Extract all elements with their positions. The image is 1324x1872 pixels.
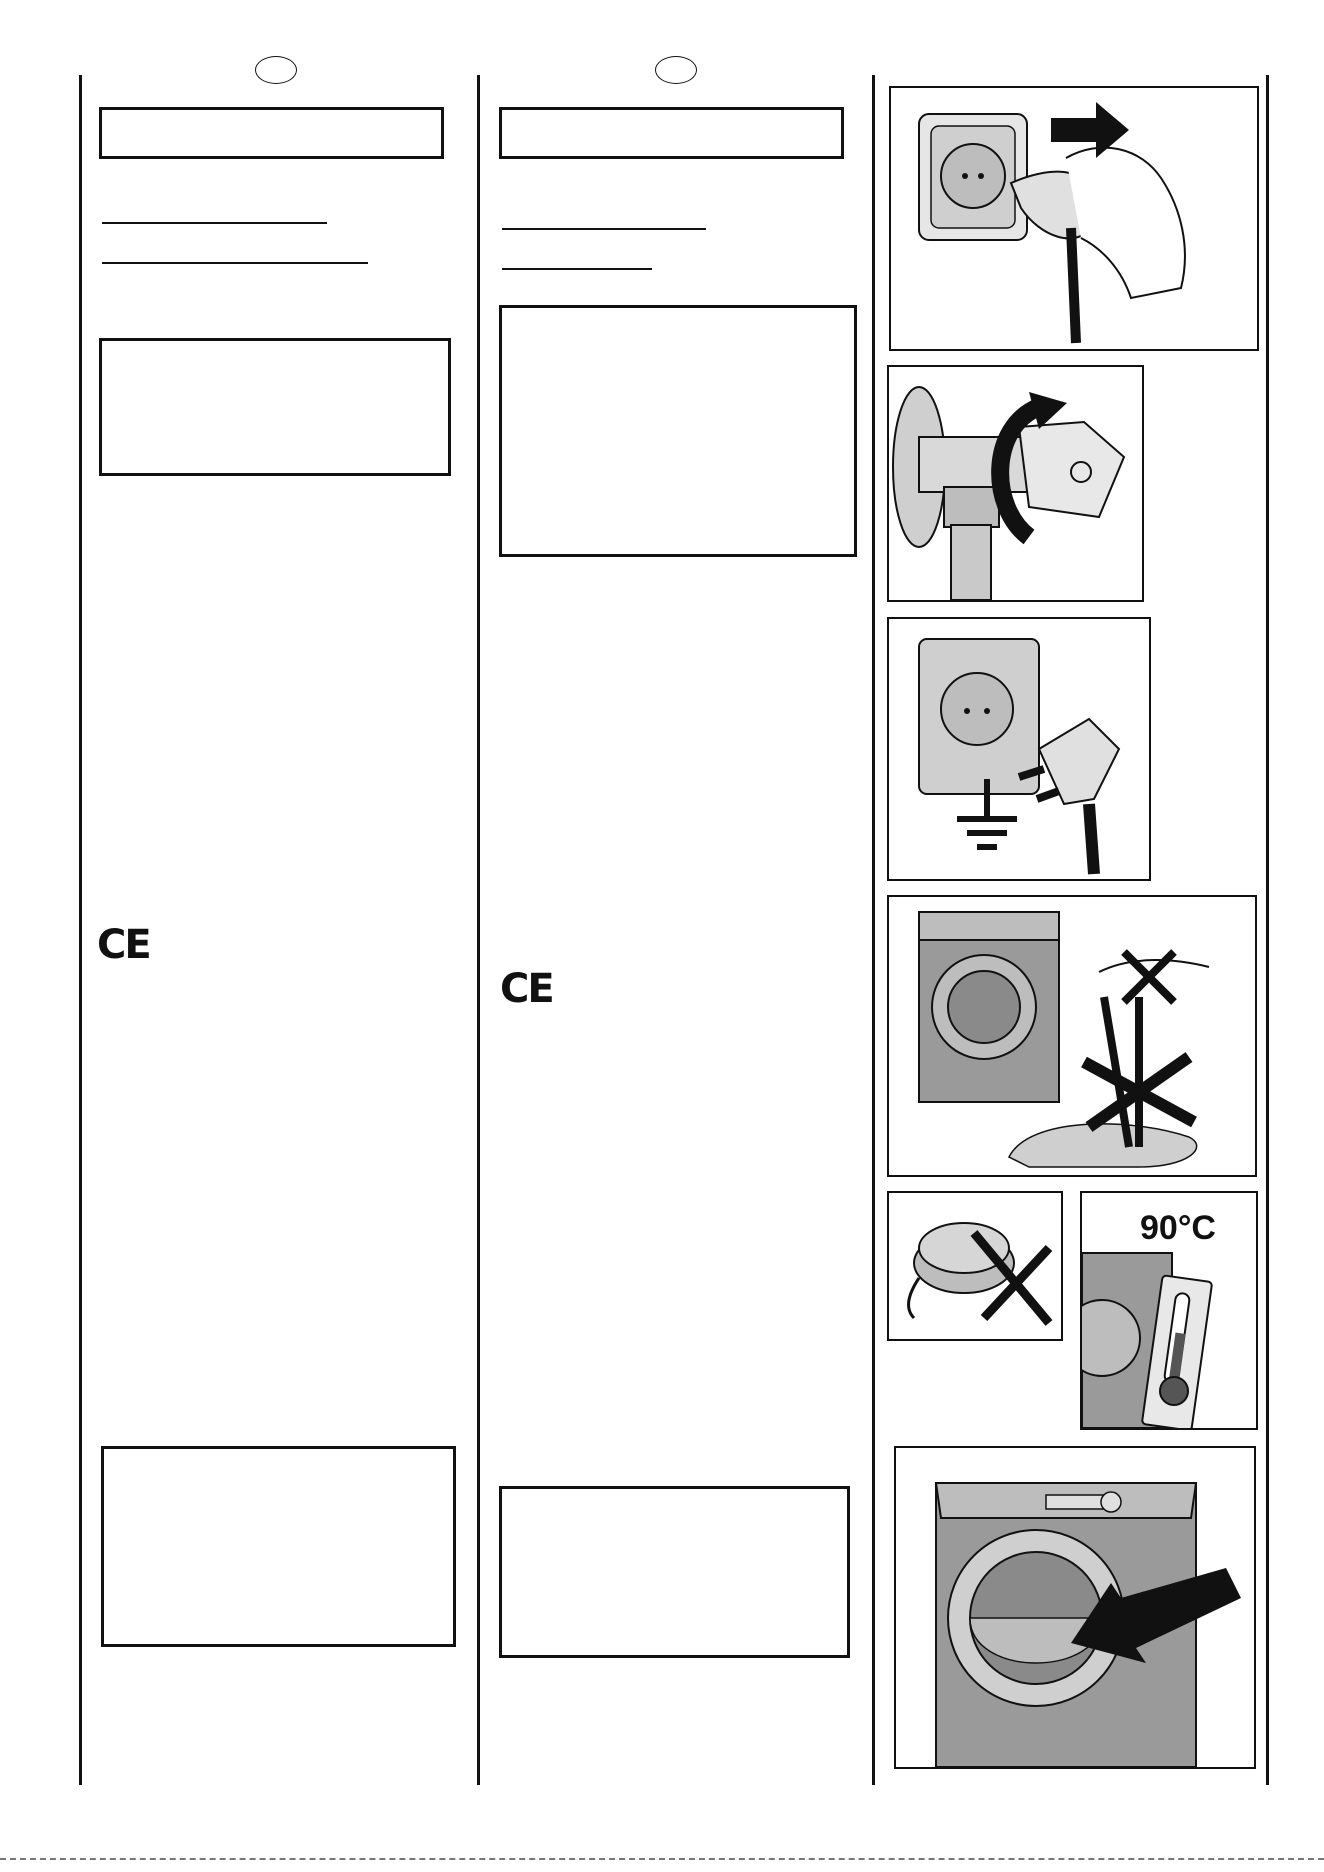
warning-box-left xyxy=(99,338,451,476)
warning-box-right xyxy=(499,305,857,557)
unplug-illustration xyxy=(889,86,1259,351)
page-cut-line xyxy=(0,1858,1324,1860)
temperature-label: 90°C xyxy=(1140,1209,1216,1247)
note-box-left xyxy=(101,1446,456,1647)
heading-underline-1-right xyxy=(502,228,706,230)
tap-illustration xyxy=(887,365,1144,602)
heading-underline-2-right xyxy=(502,268,652,270)
column-divider-mid1 xyxy=(477,75,480,1785)
no-wet-hands-illustration xyxy=(887,895,1257,1177)
unplug-icon xyxy=(891,88,1257,349)
column-divider-right xyxy=(1266,75,1269,1785)
no-wet-hands-icon xyxy=(889,897,1255,1175)
earthed-socket-illustration xyxy=(887,617,1151,881)
hot-door-illustration xyxy=(1080,1191,1258,1430)
no-extension-reel-illustration xyxy=(887,1191,1063,1341)
language-badge-right xyxy=(655,56,697,84)
column-divider-left xyxy=(79,75,82,1785)
heading-underline-1-left xyxy=(102,222,327,224)
earthed-socket-icon xyxy=(889,619,1149,879)
heading-underline-2-left xyxy=(102,262,368,264)
language-badge-left xyxy=(255,56,297,84)
no-extension-reel-icon xyxy=(889,1193,1061,1339)
water-tap-icon xyxy=(889,367,1142,600)
note-box-right xyxy=(499,1486,850,1658)
washing-machine-icon xyxy=(896,1448,1254,1767)
ce-mark-left: CE xyxy=(97,922,150,968)
section-title-box-right xyxy=(499,107,844,159)
ce-mark-right: CE xyxy=(500,966,553,1012)
water-in-door-illustration xyxy=(894,1446,1256,1769)
column-divider-mid2 xyxy=(872,75,875,1785)
section-title-box-left xyxy=(99,107,444,159)
